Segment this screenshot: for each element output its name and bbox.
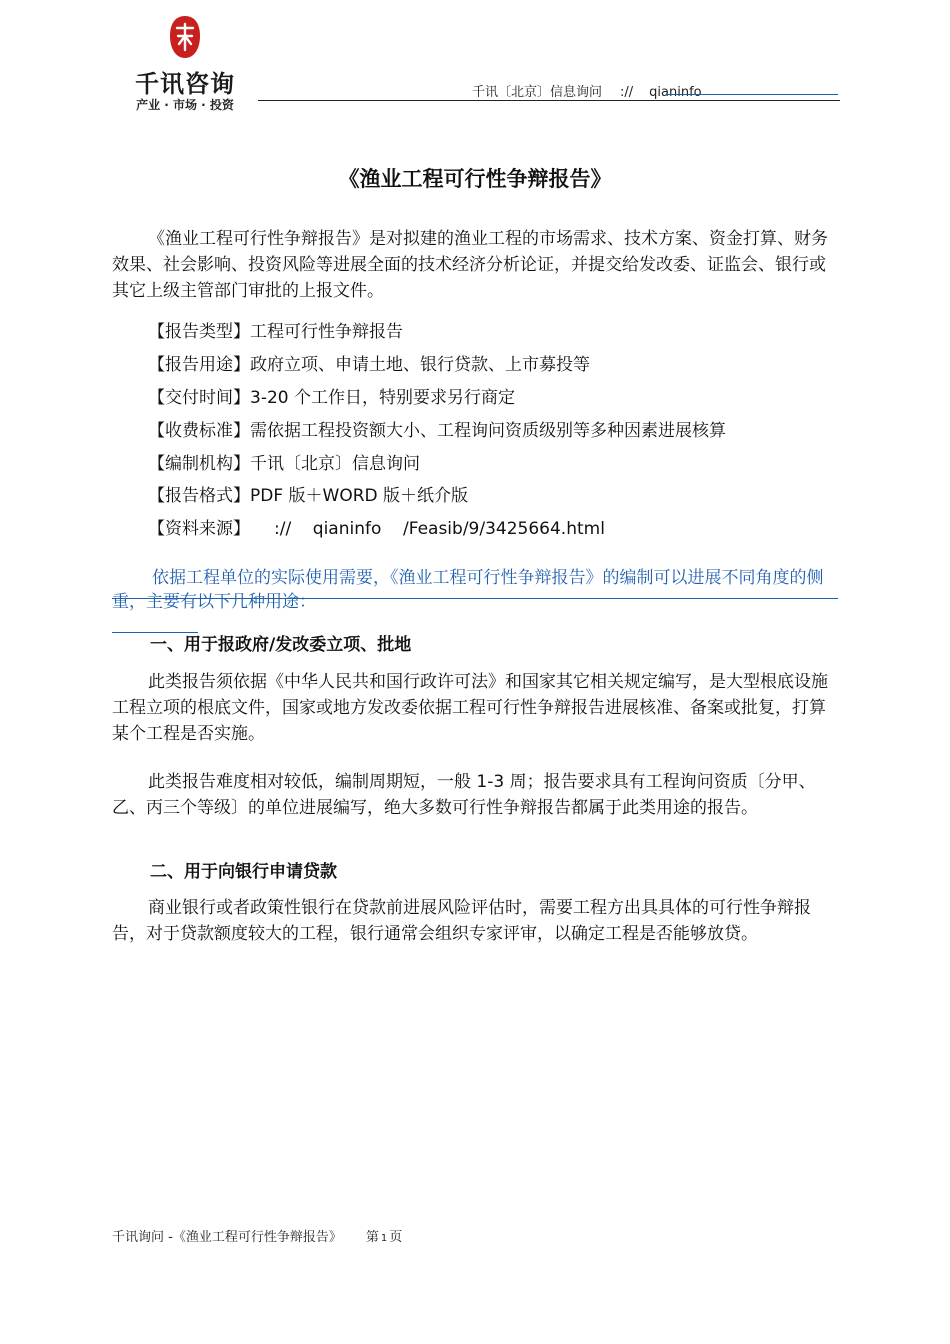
meta-label: 【编制机构】 bbox=[148, 454, 250, 474]
section-2-paragraph-1: 商业银行或者政策性银行在贷款前进展风险评估时，需要工程方出具具体的可行性争辩报告，对于贷款额度较大的工程，银行通常会组织专家评审，以确定工程是否能够放贷。 bbox=[112, 898, 811, 944]
header-company: 千讯〔北京〕信息询问 bbox=[472, 85, 603, 100]
meta-label: 【交付时间】 bbox=[148, 388, 250, 408]
meta-fee-standard bbox=[148, 419, 726, 443]
meta-report-type bbox=[148, 320, 403, 344]
header-contact bbox=[472, 81, 702, 100]
meta-value: 千讯〔北京〕信息询问 bbox=[250, 454, 420, 474]
intro-paragraph: 《渔业工程可行性争辩报告》是对拟建的渔业工程的市场需求、技术方案、资金打算、财务效果、社会影响、投资风险等进展全面的技术经济分析论证，并提交给发改委、证监会、银行或其它上级主管部门审批的上报文件。 bbox=[112, 229, 828, 301]
page-footer bbox=[112, 1226, 402, 1245]
footer-page-suffix: 页 bbox=[389, 1230, 403, 1245]
footer-page-number: 1 bbox=[380, 1233, 388, 1244]
footer-text: 千讯询问 -《渔业工程可行性争辩报告》 bbox=[112, 1230, 342, 1245]
meta-label: 【报告类型】 bbox=[148, 322, 250, 342]
header-separator: :// bbox=[620, 85, 634, 100]
meta-value: PDF 版＋WORD 版＋纸介版 bbox=[250, 486, 469, 506]
footer-page-prefix: 第 bbox=[365, 1230, 379, 1245]
meta-value: 3-20 个工作日，特别要求另行商定 bbox=[250, 388, 515, 408]
meta-label: 【报告格式】 bbox=[148, 486, 250, 506]
usage-underline-1 bbox=[112, 598, 838, 599]
meta-label: 【收费标准】 bbox=[148, 421, 250, 441]
section-1-paragraph-2: 此类报告难度相对较低，编制周期短，一般 1-3 周；报告要求具有工程询问资质〔分甲、乙、丙三个等级〕的单位进展编写，绝大多数可行性争辩报告都属于此类用途的报告。 bbox=[112, 772, 816, 818]
document-title: 《渔业工程可行性争辩报告》 bbox=[338, 167, 612, 191]
header-link-underline bbox=[666, 94, 838, 95]
meta-label: 【资料来源】 bbox=[148, 519, 250, 539]
meta-format bbox=[148, 484, 468, 508]
logo-name: 千讯咨询 bbox=[135, 70, 235, 98]
meta-label: 【报告用途】 bbox=[148, 355, 250, 375]
header-site-link[interactable]: qianinfo bbox=[649, 85, 702, 100]
meta-delivery-time bbox=[148, 386, 515, 410]
section-heading-1: 一、用于报政府/发改委立项、批地 bbox=[150, 635, 412, 655]
meta-source bbox=[148, 517, 605, 541]
meta-value: 需依据工程投资额大小、工程询问资质级别等多种因素进展核算 bbox=[250, 421, 726, 441]
header-rule bbox=[258, 100, 840, 101]
meta-report-usage bbox=[148, 353, 590, 377]
seal-icon bbox=[168, 14, 202, 60]
logo-tagline: 产业 · 市场 · 投资 bbox=[136, 98, 234, 112]
section-1-paragraph-1: 此类报告须依据《中华人民共和国行政许可法》和国家其它相关规定编写，是大型根底设施工程立项的根底文件，国家或地方发改委依据工程可行性争辩报告进展核准、备案或批复，打算某个工程是否实施。 bbox=[112, 672, 828, 744]
meta-value: 工程可行性争辩报告 bbox=[250, 322, 403, 342]
section-heading-2: 二、用于向银行申请贷款 bbox=[150, 862, 337, 882]
usage-intro: 依据工程单位的实际使用需要，《渔业工程可行性争辩报告》的编制可以进展不同角度的侧重，主要有以下几种用途： bbox=[112, 568, 824, 612]
meta-value: 政府立项、申请土地、银行贷款、上市募投等 bbox=[250, 355, 590, 375]
meta-compiler bbox=[148, 452, 420, 476]
meta-source-link[interactable]: :// qianinfo /Feasib/9/3425664.html bbox=[274, 519, 605, 539]
company-logo bbox=[110, 10, 260, 114]
